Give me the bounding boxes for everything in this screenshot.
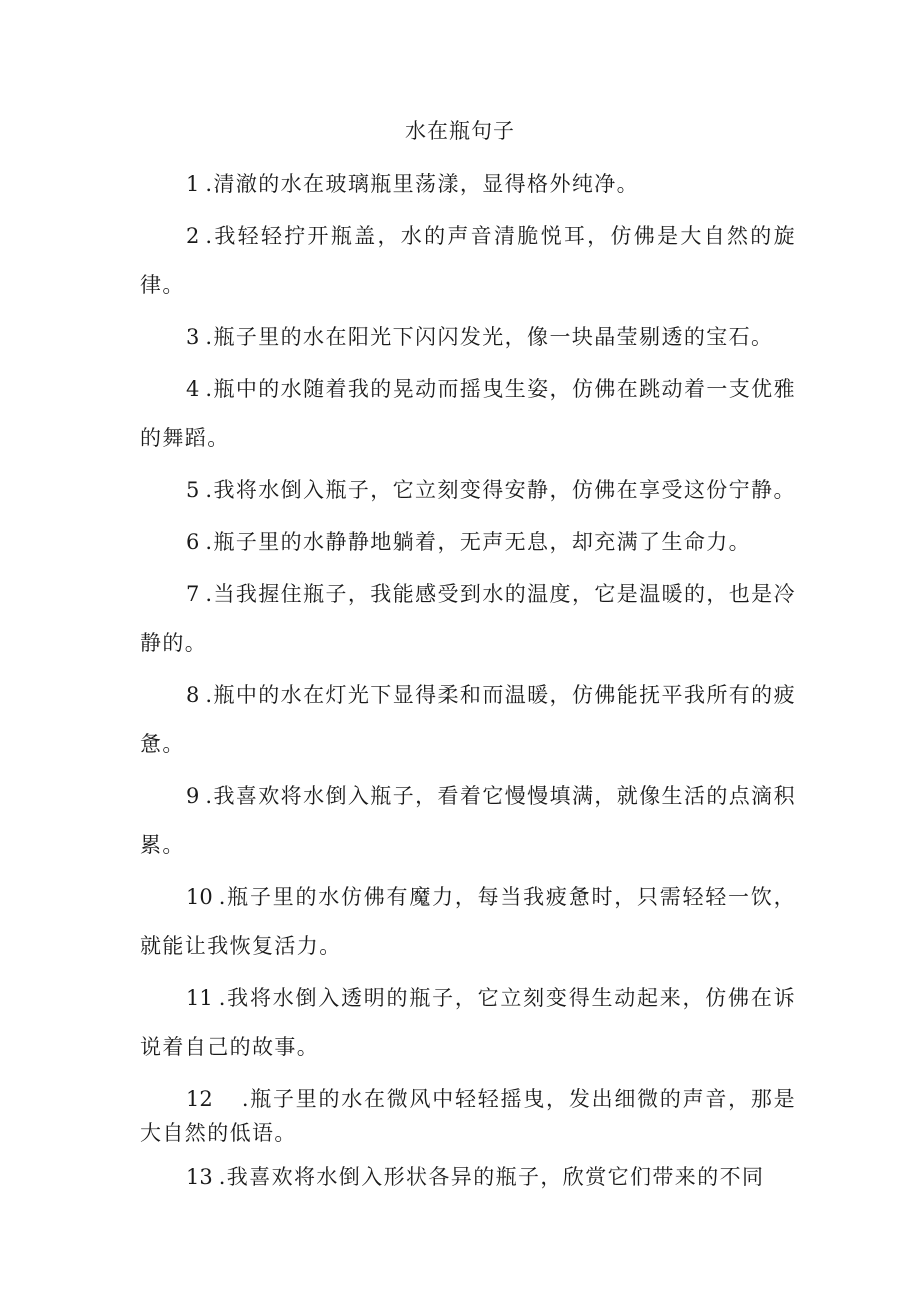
list-item [140, 466, 796, 515]
item-text: .瓶子里的水在阳光下闪闪发光，像一块晶莹剔透的宝石。 [205, 325, 774, 349]
item-text: .当我握住瓶子，我能感受到水的温度，它是温暖的，也是冷静的。 [140, 582, 796, 655]
item-number: 1 [186, 172, 200, 196]
item-number: 10 [186, 885, 213, 909]
list-item [140, 365, 796, 463]
item-text: .瓶子里的水静静地躺着，无声无息，却充满了生命力。 [205, 530, 752, 554]
list-item [140, 313, 796, 362]
document-title: 水在瓶句子 [405, 119, 515, 143]
item-text: .我喜欢将水倒入形状各异的瓶子，欣赏它们带来的不同 [218, 1165, 765, 1189]
item-text: .我将水倒入透明的瓶子，它立刻变得生动起来，仿佛在诉说着自己的故事。 [140, 986, 796, 1059]
item-number: 5 [186, 478, 200, 502]
sentence-list [140, 160, 796, 1205]
item-number: 3 [186, 325, 200, 349]
item-number: 13 [186, 1165, 213, 1189]
item-text: .我喜欢将水倒入瓶子，看着它慢慢填满，就像生活的点滴积累。 [140, 784, 796, 857]
list-item [140, 570, 796, 668]
list-item [140, 1153, 796, 1202]
list-item [140, 671, 796, 769]
list-item [140, 160, 796, 209]
item-number: 4 [186, 377, 200, 401]
list-item [140, 873, 796, 971]
item-text: .清澈的水在玻璃瓶里荡漾，显得格外纯净。 [205, 172, 640, 196]
item-number: 9 [186, 784, 200, 808]
list-item [140, 518, 796, 567]
item-text: .瓶中的水在灯光下显得柔和而温暖，仿佛能抚平我所有的疲惫。 [140, 683, 796, 756]
item-text: .瓶中的水随着我的晃动而摇曳生姿，仿佛在跳动着一支优雅的舞蹈。 [140, 377, 796, 450]
item-number: 12 [186, 1087, 213, 1111]
item-number: 2 [186, 224, 200, 248]
list-item [140, 1082, 796, 1150]
item-number: 11 [186, 986, 213, 1010]
list-item [140, 212, 796, 310]
item-text: .瓶子里的水在微风中轻轻摇曳，发出细微的声音，那是大自然的低语。 [140, 1087, 796, 1145]
list-item [140, 974, 796, 1072]
item-number: 8 [186, 683, 200, 707]
item-text: .我轻轻拧开瓶盖，水的声音清脆悦耳，仿佛是大自然的旋律。 [140, 224, 796, 297]
item-number: 6 [186, 530, 200, 554]
item-number: 7 [186, 582, 200, 606]
list-item [140, 772, 796, 870]
item-text: .瓶子里的水仿佛有魔力，每当我疲惫时，只需轻轻一饮，就能让我恢复活力。 [140, 885, 796, 958]
item-text: .我将水倒入瓶子，它立刻变得安静，仿佛在享受这份宁静。 [205, 478, 796, 502]
